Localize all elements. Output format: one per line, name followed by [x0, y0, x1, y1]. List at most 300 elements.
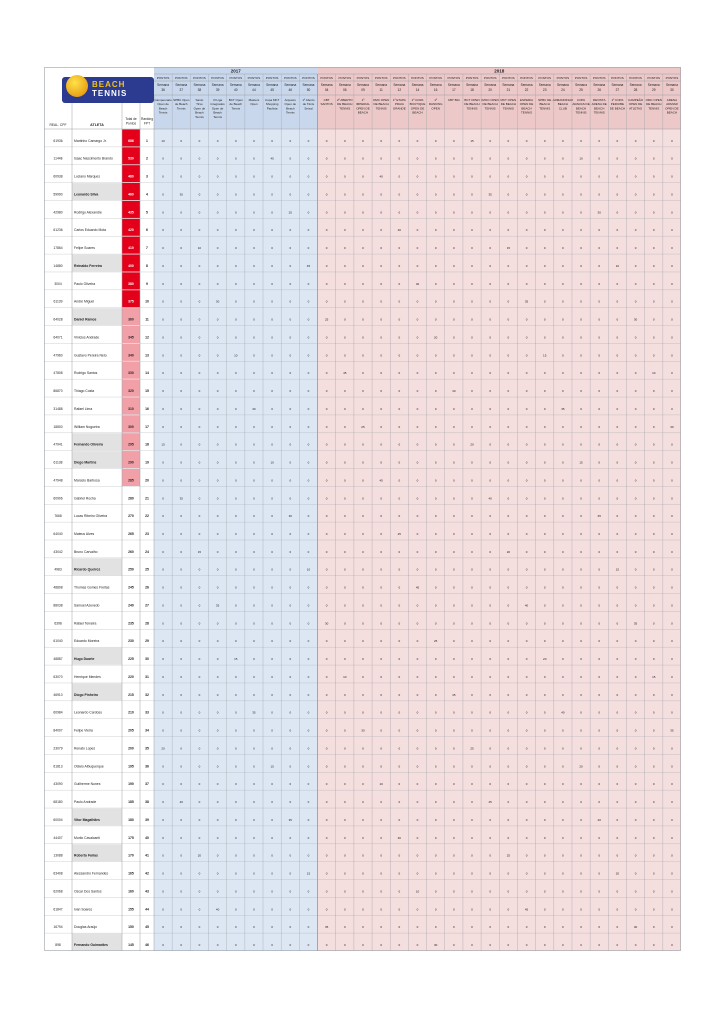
week-points-cell: 0 [253, 371, 255, 376]
week-points-cell: 0 [471, 460, 473, 465]
athlete-cpf: 14880 [53, 263, 63, 268]
week-points-cell: 0 [507, 228, 510, 233]
week-points-label: PONTOS [647, 76, 661, 80]
week-points-cell: 0 [598, 174, 601, 179]
week-points-cell: 0 [471, 246, 473, 251]
week-points-cell: 0 [343, 871, 346, 876]
week-points-cell: 0 [489, 514, 492, 519]
week-points-cell: 0 [362, 585, 364, 590]
week-points-cell: 0 [471, 782, 473, 787]
week-points-cell: 0 [216, 174, 219, 179]
week-points-cell: 0 [489, 710, 492, 715]
week-points-cell: 0 [362, 871, 364, 876]
week-points-cell: 0 [380, 710, 382, 715]
week-points-cell: 0 [434, 692, 437, 697]
week-event-name: Beach [158, 106, 168, 111]
week-points-cell: 0 [598, 192, 601, 197]
week-points-cell: 0 [234, 871, 237, 876]
week-points-cell: 0 [289, 281, 292, 286]
week-points-cell: 0 [562, 871, 564, 876]
week-points-cell: 0 [471, 692, 473, 697]
week-points-cell: 0 [489, 531, 492, 536]
week-points-cell: 0 [671, 549, 673, 554]
week-points-cell: 0 [307, 531, 310, 536]
week-points-cell: 0 [380, 674, 382, 679]
week-points-cell: 0 [543, 335, 546, 340]
week-points-cell: 0 [289, 710, 292, 715]
week-points-cell: 0 [307, 657, 310, 662]
athlete-cpf: 18800 [53, 424, 63, 429]
week-points-cell: 0 [616, 192, 619, 197]
week-points-cell: 0 [580, 942, 582, 947]
week-points-cell: 0 [671, 871, 673, 876]
week-points-cell: 0 [343, 925, 346, 930]
week-points-cell: 0 [652, 424, 655, 429]
week-points-cell: 0 [271, 925, 273, 930]
week-points-cell: 0 [543, 156, 546, 161]
week-points-cell: 0 [362, 192, 364, 197]
week-event-name: Seixal [304, 106, 313, 111]
athlete-total: 230 [128, 639, 134, 644]
week-points-cell: 0 [343, 299, 346, 304]
week-points-cell: 0 [489, 603, 492, 608]
week-points-cell: 0 [216, 335, 219, 340]
week-points-cell: 0 [253, 817, 255, 822]
week-points-cell: 0 [198, 728, 201, 733]
athlete-total: 530 [128, 156, 134, 161]
week-event-name: Tennis [158, 110, 168, 115]
week-points-cell: 0 [471, 335, 473, 340]
week-points-cell: 0 [471, 603, 473, 608]
week-points-cell: 0 [507, 942, 510, 947]
week-points-cell: 0 [253, 639, 255, 644]
week-points-cell: 0 [580, 263, 582, 268]
week-points-cell: 0 [325, 406, 328, 411]
week-points-cell: 0 [234, 925, 237, 930]
week-points-label: PONTOS [265, 76, 279, 80]
week-points-cell: 0 [543, 210, 546, 215]
week-points-cell: 0 [380, 746, 382, 751]
week-points-cell: 0 [271, 174, 273, 179]
week-points-cell: 0 [216, 210, 219, 215]
week-points-cell: 0 [289, 871, 292, 876]
week-event-name: 1º COPA [611, 98, 624, 102]
week-points-cell: 0 [289, 674, 292, 679]
week-points-cell: 0 [162, 210, 164, 215]
week-points-cell: 0 [380, 299, 382, 304]
week-points-cell: 0 [616, 942, 619, 947]
week-points-cell: 0 [253, 156, 255, 161]
week-points-cell: 0 [453, 353, 455, 358]
week-points-cell: 30 [179, 192, 183, 197]
week-points-label: PONTOS [429, 76, 442, 80]
athlete-rank: 34 [145, 728, 149, 733]
week-points-cell: 0 [253, 514, 255, 519]
week-points-cell: 0 [434, 389, 437, 394]
athlete-cpf: 60984 [53, 710, 63, 715]
week-points-cell: 0 [253, 281, 255, 286]
week-event-name: BEACH [412, 110, 423, 115]
week-points-cell: 0 [434, 800, 437, 805]
week-points-cell: 0 [362, 389, 364, 394]
week-points-cell: 0 [525, 424, 528, 429]
week-points-cell: 0 [507, 174, 510, 179]
athlete-cpf: 46910 [53, 692, 63, 697]
week-points-cell: 10 [161, 138, 165, 143]
week-points-cell: 0 [253, 907, 255, 912]
week-points-cell: 0 [543, 639, 546, 644]
week-points-cell: 0 [307, 800, 310, 805]
week-points-cell: 0 [471, 281, 473, 286]
week-points-cell: 0 [216, 138, 219, 143]
week-points-cell: 0 [616, 657, 619, 662]
week-points-cell: 0 [507, 424, 510, 429]
week-points-cell: 0 [453, 907, 455, 912]
week-points-cell: 0 [416, 907, 419, 912]
week-points-cell: 0 [453, 156, 455, 161]
week-number: 09 [361, 88, 365, 92]
week-points-cell: 0 [453, 728, 455, 733]
athlete-total: 150 [128, 925, 134, 930]
week-points-cell: 0 [253, 496, 255, 501]
week-points-cell: 0 [380, 156, 382, 161]
week-points-cell: 0 [580, 299, 582, 304]
week-points-cell: 0 [216, 746, 219, 751]
week-points-cell: 0 [416, 621, 419, 626]
week-points-cell: 0 [634, 299, 637, 304]
week-points-cell: 0 [434, 263, 437, 268]
week-points-cell: 0 [325, 210, 328, 215]
week-points-cell: 0 [380, 585, 382, 590]
week-points-cell: 0 [671, 621, 673, 626]
week-points-cell: 0 [253, 871, 255, 876]
week-event-name: 1º [361, 98, 365, 102]
week-points-cell: 0 [471, 585, 473, 590]
week-points-cell: 0 [180, 335, 183, 340]
week-points-cell: 0 [434, 460, 437, 465]
week-points-cell: 0 [543, 817, 546, 822]
week-points-cell: 0 [525, 156, 528, 161]
week-points-cell: 0 [471, 263, 473, 268]
week-points-cell: 0 [580, 674, 582, 679]
week-points-cell: 0 [489, 549, 492, 554]
week-points-cell: 0 [216, 782, 219, 787]
week-points-cell: 0 [453, 299, 455, 304]
week-number: 39 [215, 88, 220, 92]
week-points-cell: 0 [580, 335, 582, 340]
week-points-cell: 0 [216, 317, 219, 322]
week-points-cell: 0 [253, 478, 255, 483]
week-points-cell: 0 [307, 460, 310, 465]
week-points-cell: 0 [325, 246, 328, 251]
week-points-cell: 0 [507, 263, 510, 268]
week-points-cell: 0 [671, 281, 673, 286]
week-points-cell: 0 [453, 889, 455, 894]
week-points-cell: 0 [634, 835, 637, 840]
week-points-cell: 0 [580, 353, 582, 358]
week-points-cell: 0 [325, 424, 328, 429]
week-points-cell: 0 [634, 389, 637, 394]
week-points-cell: 0 [198, 567, 201, 572]
week-points-cell: 0 [325, 531, 328, 536]
week-points-cell: 0 [671, 585, 673, 590]
athlete-cpf: 61936 [53, 138, 63, 143]
week-points-cell: 0 [253, 531, 255, 536]
week-number: 14 [415, 88, 420, 92]
week-points-cell: 20 [161, 746, 165, 751]
week-points-cell: 0 [434, 710, 437, 715]
week-points-cell: 0 [471, 942, 473, 947]
week-points-cell: 0 [543, 478, 546, 483]
week-points-cell: 0 [271, 746, 273, 751]
week-points-cell: 0 [162, 585, 164, 590]
week-label: Semana [611, 83, 624, 87]
week-points-cell: 0 [525, 496, 528, 501]
week-points-cell: 0 [652, 692, 655, 697]
athlete-name: Carlos Eduardo Mota [74, 228, 107, 233]
week-points-cell: 0 [216, 871, 219, 876]
week-points-cell: 0 [507, 406, 510, 411]
week-points-cell: 0 [216, 710, 219, 715]
athlete-rank: 32 [145, 692, 149, 697]
week-points-cell: 0 [307, 603, 310, 608]
week-points-cell: 0 [671, 531, 673, 536]
week-points-cell: 0 [307, 549, 310, 554]
week-points-cell: 0 [598, 603, 601, 608]
week-points-cell: 0 [489, 621, 492, 626]
week-points-cell: 0 [307, 907, 310, 912]
week-points-cell: 0 [489, 782, 492, 787]
week-points-cell: 0 [253, 782, 255, 787]
week-points-cell: 0 [216, 424, 219, 429]
week-points-cell: 0 [271, 478, 273, 483]
week-points-cell: 0 [453, 514, 455, 519]
week-points-cell: 0 [416, 728, 419, 733]
athlete-total: 190 [128, 782, 134, 787]
week-points-cell: 0 [616, 585, 619, 590]
week-label: Semana [193, 83, 206, 87]
week-points-cell: 0 [362, 639, 364, 644]
week-points-cell: 0 [362, 674, 364, 679]
week-points-cell: 0 [180, 514, 183, 519]
week-points-cell: 0 [362, 853, 364, 858]
week-points-cell: 0 [489, 639, 492, 644]
athlete-name: Hugo Duarte [74, 657, 95, 662]
athlete-rank: 39 [145, 817, 149, 822]
week-points-cell: 0 [471, 728, 473, 733]
week-points-cell: 0 [343, 317, 346, 322]
athlete-name: Oscar Dos Santos [74, 889, 102, 894]
week-event-name: Copa MKT [264, 98, 280, 102]
week-points-cell: 0 [380, 389, 382, 394]
week-points-cell: 0 [489, 174, 492, 179]
week-points-cell: 0 [216, 514, 219, 519]
athlete-name: Daniel Ramos [74, 317, 97, 322]
week-points-cell: 0 [362, 335, 364, 340]
week-points-cell: 0 [198, 478, 201, 483]
week-points-cell: 0 [380, 531, 382, 536]
week-points-cell: 0 [398, 889, 401, 894]
week-points-cell: 0 [307, 156, 310, 161]
week-points-cell: 0 [180, 728, 183, 733]
week-event-name: Tennis [195, 114, 204, 119]
week-points-cell: 0 [671, 514, 673, 519]
athlete-cpf: 43042 [53, 549, 63, 554]
week-points-cell: 0 [398, 514, 401, 519]
week-points-cell: 0 [162, 800, 164, 805]
week-points-cell: 0 [325, 782, 328, 787]
athlete-name: Guilherme Nunes [74, 782, 101, 787]
week-event-name: CBT [323, 98, 330, 102]
week-number: 17 [452, 88, 456, 92]
week-label: Semana [302, 83, 315, 87]
athlete-total: 235 [128, 621, 134, 626]
week-event-name: OPEN DE [519, 102, 534, 107]
week-points-cell: 0 [380, 246, 382, 251]
week-points-cell: 0 [216, 728, 219, 733]
week-number: 38 [197, 88, 202, 92]
week-points-cell: 0 [434, 246, 437, 251]
week-event-name: MKT OPEN [500, 98, 517, 102]
week-points-cell: 0 [471, 621, 473, 626]
week-points-cell: 0 [162, 353, 164, 358]
athlete-cpf: 44407 [53, 835, 63, 840]
athlete-total: 165 [128, 871, 134, 876]
week-points-cell: 0 [453, 817, 455, 822]
week-points-cell: 0 [616, 853, 619, 858]
week-points-cell: 0 [598, 478, 601, 483]
week-points-cell: 0 [416, 531, 419, 536]
athlete-name: Otávio Albuquerque [74, 764, 104, 769]
week-points-cell: 0 [634, 728, 637, 733]
week-points-cell: 0 [416, 853, 419, 858]
week-points-cell: 0 [671, 746, 673, 751]
week-points-cell: 0 [307, 925, 310, 930]
week-points-cell: 0 [216, 657, 219, 662]
athlete-cpf: 13088 [53, 853, 63, 858]
athlete-total: 460 [128, 192, 134, 197]
week-event-name: OMC OPEN [645, 98, 662, 102]
week-event-name: 1º Aberto [302, 98, 315, 102]
athlete-cpf: 61236 [53, 228, 63, 233]
week-points-cell: 0 [453, 639, 455, 644]
week-points-cell: 0 [453, 657, 455, 662]
week-number: 40 [234, 88, 238, 92]
week-points-cell: 0 [416, 353, 419, 358]
week-points-cell: 0 [507, 353, 510, 358]
week-points-cell: 45 [452, 692, 456, 697]
week-points-cell: 0 [198, 907, 201, 912]
week-points-cell: 0 [634, 174, 637, 179]
week-points-cell: 0 [362, 925, 364, 930]
week-points-cell: 0 [362, 692, 364, 697]
week-points-cell: 0 [362, 478, 364, 483]
week-points-cell: 0 [343, 782, 346, 787]
week-points-cell: 0 [543, 782, 546, 787]
week-event-name: ARARAS DE [572, 102, 590, 107]
week-points-cell: 0 [325, 692, 328, 697]
week-points-cell: 0 [598, 406, 601, 411]
week-points-cell: 15 [306, 871, 311, 876]
week-points-cell: 0 [343, 335, 346, 340]
week-points-cell: 0 [216, 639, 219, 644]
week-points-cell: 0 [343, 603, 346, 608]
week-points-cell: 0 [671, 907, 673, 912]
week-points-cell: 0 [234, 710, 237, 715]
week-points-cell: 0 [180, 549, 183, 554]
week-points-cell: 0 [271, 192, 273, 197]
week-points-cell: 0 [216, 263, 219, 268]
week-points-cell: 0 [652, 567, 655, 572]
week-points-cell: 0 [434, 907, 437, 912]
week-number: 29 [651, 88, 656, 92]
column-header-id: REAL. CPF [49, 123, 67, 127]
week-points-cell: 0 [307, 299, 310, 304]
week-points-cell: 0 [489, 210, 492, 215]
week-points-cell: 0 [598, 496, 601, 501]
week-points-cell: 0 [580, 389, 582, 394]
week-event-name: CAMPEÃO [628, 98, 644, 102]
week-points-cell: 0 [234, 585, 237, 590]
week-points-cell: 0 [343, 406, 346, 411]
week-points-cell: 0 [489, 657, 492, 662]
week-points-cell: 0 [652, 335, 655, 340]
athlete-total: 310 [128, 406, 134, 411]
week-points-cell: 0 [162, 567, 164, 572]
week-points-cell: 0 [253, 210, 255, 215]
week-points-cell: 0 [507, 281, 510, 286]
week-number: 46 [288, 88, 293, 92]
week-points-cell: 0 [362, 746, 364, 751]
week-points-cell: 0 [434, 514, 437, 519]
week-points-cell: 0 [362, 299, 364, 304]
week-event-name: Integrados [210, 102, 225, 107]
week-points-cell: 0 [398, 281, 401, 286]
athlete-name: Rodrigo Alexandre [74, 210, 102, 215]
athlete-rank: 41 [145, 853, 149, 858]
week-points-cell: 0 [380, 138, 382, 143]
week-points-cell: 0 [671, 478, 673, 483]
week-points-cell: 0 [489, 871, 492, 876]
week-points-cell: 0 [307, 764, 310, 769]
week-event-name: Open [250, 102, 258, 107]
athlete-rank: 43 [145, 889, 149, 894]
week-points-cell: 0 [216, 531, 219, 536]
week-points-cell: 40 [215, 907, 220, 912]
week-points-cell: 0 [434, 192, 437, 197]
week-event-name: IMOO OPEN [481, 98, 499, 102]
week-points-cell: 0 [543, 263, 546, 268]
week-points-cell: 0 [398, 692, 401, 697]
week-points-cell: 0 [180, 746, 183, 751]
week-points-cell: 0 [216, 585, 219, 590]
week-points-cell: 0 [416, 371, 419, 376]
week-points-cell: 0 [507, 299, 510, 304]
week-points-cell: 0 [198, 657, 201, 662]
week-points-cell: 0 [434, 782, 437, 787]
week-points-cell: 0 [180, 889, 183, 894]
week-points-cell: 0 [180, 371, 183, 376]
week-points-cell: 0 [216, 192, 219, 197]
week-points-cell: 0 [580, 603, 582, 608]
week-points-cell: 0 [253, 174, 255, 179]
week-event-name: OPEN DE [410, 106, 425, 111]
week-event-name: CBT BIG [447, 98, 460, 102]
week-points-cell: 15 [579, 460, 583, 465]
week-points-cell: 0 [580, 782, 582, 787]
week-points-cell: 0 [525, 889, 528, 894]
week-points-cell: 0 [216, 800, 219, 805]
